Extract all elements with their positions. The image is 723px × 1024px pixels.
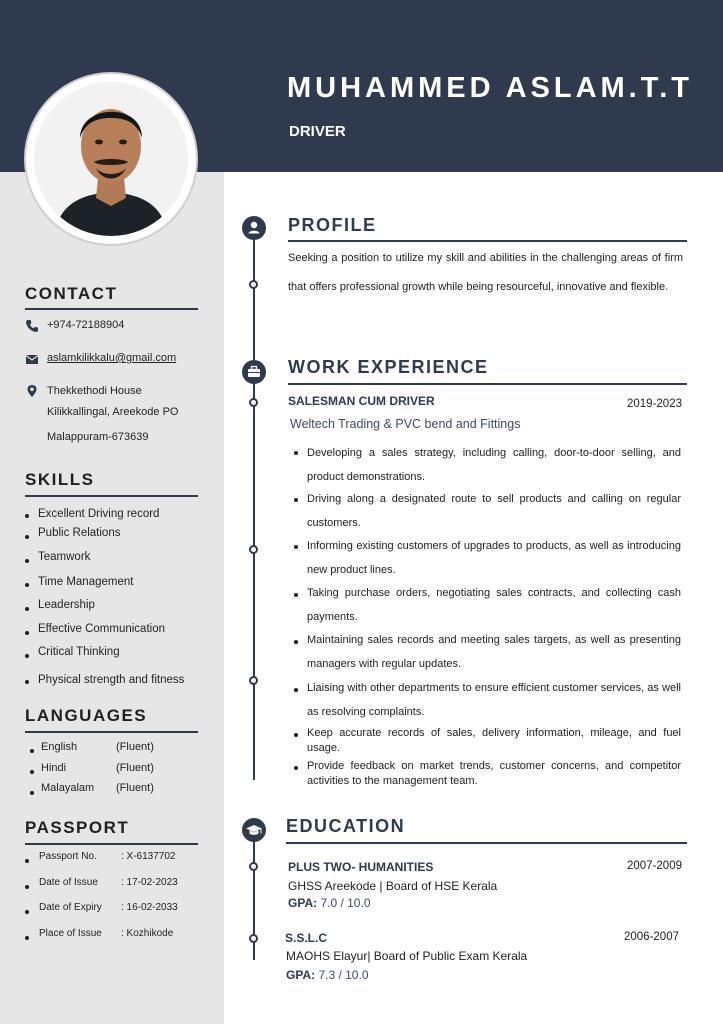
timeline-node (249, 545, 258, 554)
contact-phone: +974-72188904 (47, 319, 125, 331)
bullet-dot (294, 593, 298, 597)
passport-value: : 16-02-2033 (121, 902, 178, 913)
education-degree: PLUS TWO- HUMANITIES (288, 860, 434, 874)
graduation-cap-icon (242, 818, 266, 842)
education-institution: GHSS Areekode | Board of HSE Kerala (288, 879, 498, 893)
skill-item: Physical strength and fitness (38, 674, 185, 686)
bullet-dot (25, 559, 29, 563)
envelope-icon (25, 352, 39, 366)
bullet-dot (25, 680, 29, 684)
resume-name: MUHAMMED ASLAM.T.T (287, 72, 693, 104)
passport-value: : Kozhikode (121, 928, 174, 939)
education-years: 2006-2007 (624, 931, 679, 943)
timeline-node (249, 862, 258, 871)
contact-divider (25, 308, 198, 310)
language-name: English (41, 741, 78, 753)
passport-divider (25, 843, 198, 845)
skill-item: Teamwork (38, 551, 91, 563)
bullet-dot (294, 545, 298, 549)
resume-role: DRIVER (289, 123, 346, 140)
language-name: Hindi (41, 762, 67, 774)
passport-label: Place of Issue (39, 928, 102, 939)
bullet-dot (30, 749, 34, 753)
skill-item: Critical Thinking (38, 646, 120, 658)
experience-bullet: Driving along a designated route to sell products and calling on regular customers. (307, 493, 681, 529)
bullet-dot (25, 859, 29, 863)
skill-item: Leadership (38, 599, 95, 611)
education-degree: S.S.L.C (285, 931, 328, 945)
bullet-dot (25, 885, 29, 889)
skills-divider (25, 495, 198, 497)
experience-bullet: Developing a sales strategy, including calling, door-to-door selling, and product demonstrations. (307, 447, 681, 483)
language-level: (Fluent) (116, 782, 154, 794)
language-name: Malayalam (41, 782, 95, 794)
briefcase-icon (242, 360, 266, 384)
skills-heading: SKILLS (25, 470, 95, 489)
bullet-dot (30, 791, 34, 795)
map-pin-icon (25, 384, 39, 398)
company-name: Weltech Trading & PVC bend and Fittings (290, 417, 521, 431)
profile-text: Seeking a position to utilize my skill and abilities in the challenging areas of firm that offers professional growth while being resourceful, innovative and flexible. (288, 252, 683, 293)
languages-heading: LANGUAGES (25, 706, 148, 725)
user-icon (242, 216, 266, 240)
education-institution: MAOHS Elayur| Board of Public Exam Kerala (286, 949, 528, 963)
timeline-node (249, 676, 258, 685)
bullet-dot (25, 514, 29, 518)
bullet-dot (294, 498, 298, 502)
skill-item: Excellent Driving record (38, 508, 160, 520)
timeline-node (249, 934, 258, 943)
bullet-dot (25, 654, 29, 658)
passport-label: Passport No. (39, 851, 97, 862)
education-divider (286, 842, 687, 844)
skill-item: Public Relations (38, 527, 121, 539)
experience-bullet: Keep accurate records of sales, delivery information, mileage, and fuel usage. (307, 727, 681, 754)
experience-divider (288, 383, 687, 385)
education-gpa: GPA: 7.0 / 10.0 (288, 896, 371, 910)
bullet-dot (25, 535, 29, 539)
passport-heading: PASSPORT (25, 818, 130, 837)
experience-heading: WORK EXPERIENCE (288, 357, 489, 377)
experience-bullet: Liaising with other departments to ensure efficient customer services, as well as resolving complaints. (307, 682, 681, 718)
bullet-dot (294, 688, 298, 692)
passport-label: Date of Issue (39, 877, 98, 888)
experience-bullet: Taking purchase orders, negotiating sales contracts, and collecting cash payments. (307, 587, 681, 623)
job-title: SALESMAN CUM DRIVER (288, 394, 435, 408)
timeline-node (249, 280, 258, 289)
passport-value: : 17-02-2023 (121, 877, 178, 888)
language-level: (Fluent) (116, 762, 154, 774)
contact-email[interactable]: aslamkilikkalu@gmail.com (47, 352, 177, 364)
profile-heading: PROFILE (288, 215, 377, 235)
experience-bullet: Provide feedback on market trends, customer concerns, and competitor activities to the management team. (307, 760, 681, 787)
passport-label: Date of Expiry (39, 902, 102, 913)
profile-divider (288, 240, 687, 242)
job-years: 2019-2023 (627, 398, 682, 410)
bullet-dot (25, 631, 29, 635)
education-gpa: GPA: 7.3 / 10.0 (286, 968, 369, 982)
education-heading: EDUCATION (286, 816, 406, 836)
address-line: Kilikkallingal, Areekode PO (47, 406, 179, 418)
passport-value: : X-6137702 (121, 851, 176, 862)
bullet-dot (294, 766, 298, 770)
language-level: (Fluent) (116, 741, 154, 753)
profile-photo-frame (24, 72, 198, 246)
address-line: Malappuram-673639 (47, 431, 149, 443)
address-line: Thekkethodi House (47, 385, 142, 397)
bullet-dot (294, 640, 298, 644)
timeline-line (253, 240, 255, 780)
bullet-dot (25, 607, 29, 611)
bullet-dot (30, 770, 34, 774)
experience-bullet: Maintaining sales records and meeting sales targets, as well as presenting managers with regular updates. (307, 634, 681, 670)
bullet-dot (25, 936, 29, 940)
timeline-node (249, 398, 258, 407)
bullet-dot (294, 451, 298, 455)
experience-bullet: Informing existing customers of upgrades to products, as well as introducing new product lines. (307, 540, 681, 576)
contact-heading: CONTACT (25, 284, 118, 303)
bullet-dot (25, 910, 29, 914)
skill-item: Time Management (38, 576, 134, 588)
profile-photo (34, 82, 188, 236)
skill-item: Effective Communication (38, 623, 165, 635)
phone-icon (25, 319, 39, 333)
languages-divider (25, 731, 198, 733)
bullet-dot (294, 733, 298, 737)
bullet-dot (25, 583, 29, 587)
education-years: 2007-2009 (627, 860, 682, 872)
